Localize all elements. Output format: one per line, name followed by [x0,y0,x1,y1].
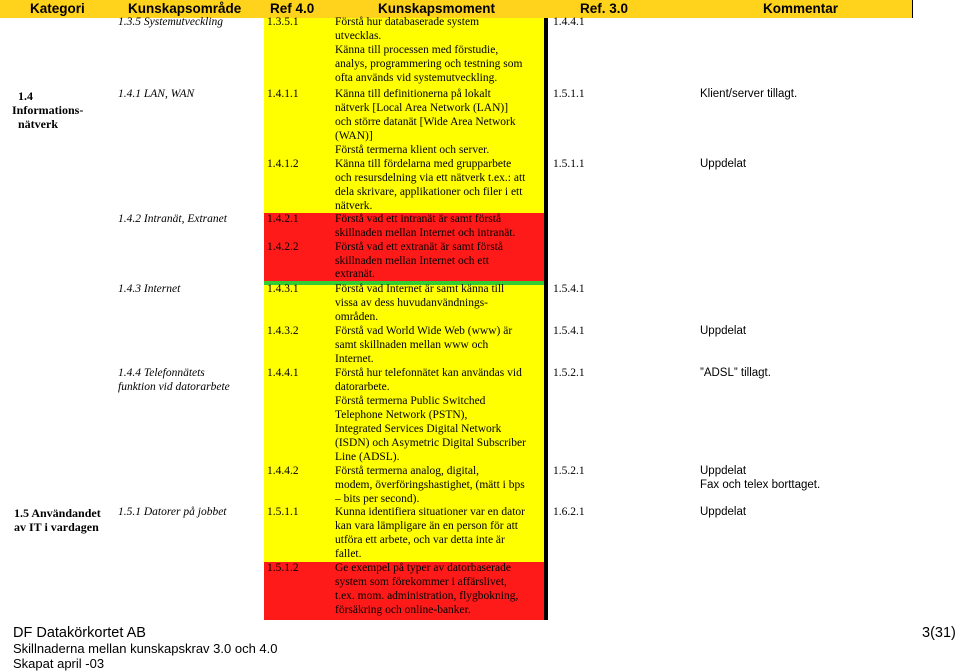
comment-1-4-4-2-line2: Fax och telex borttaget. [700,479,821,491]
moment-1-4-2-1-line1: Förstå vad ett intranät är samt förstå [335,213,502,225]
moment-1-3-5-1-line5: ofta används vid systemutveckling. [335,72,498,84]
moment-1-4-3-2-line1: Förstå vad World Wide Web (www) är [335,325,513,337]
ref40-1-4-4-1: 1.4.4.1 [267,367,299,379]
area-1-4-1: 1.4.1 LAN, WAN [118,88,195,100]
ref30-1-3-5-1: 1.4.4.1 [553,16,585,28]
moment-1-4-4-1-line1: Förstå hur telefonnätet kan användas vid [335,367,522,379]
moment-1-4-3-2-line3: Internet. [335,353,374,365]
moment-1-4-3-1-line1: Förstå vad Internet är samt känna till [335,283,505,295]
moment-1-4-1-2-line1: Känna till fördelarna med grupparbete [335,158,512,170]
category-1-5-label-2: av IT i vardagen [14,520,99,534]
moment-1-4-1-1-line1: Känna till definitionerna på lokalt [335,88,491,100]
footer-date: Skapat april -03 [13,656,105,671]
moment-1-4-4-1-line5: Integrated Services Digital Network [335,423,502,435]
moment-1-4-4-2-line1: Förstå termerna analog, digital, [335,465,480,477]
comment-1-5-1-1: Uppdelat [700,506,747,518]
moment-1-4-4-2-line2: modem, överföringshastighet, (mätt i bps [335,479,525,491]
moment-1-3-5-1-line4: analys, programmering och testning som [335,58,523,70]
category-1-4-label-1: Informations- [12,103,84,117]
moment-1-5-1-2-line1: Ge exempel på typer av datorbaserade [335,562,511,574]
header-ref40: Ref 4.0 [270,1,315,16]
footer-company: DF Datakörkortet AB [13,625,146,641]
header-ref30: Ref. 3.0 [580,1,629,16]
moment-1-4-4-1-line7: Line (ADSL). [335,451,400,463]
area-1-3-5: 1.3.5 Systemutveckling [118,16,224,28]
moment-1-4-4-1-line2: datorarbete. [335,381,390,393]
moment-1-5-1-2-line2: system som förekommer i affärslivet, [335,576,507,588]
category-1-4-number: 1.4 [18,89,33,103]
moment-1-4-1-1-line2: nätverk [Local Area Network (LAN)] [335,102,509,114]
header-kommentar: Kommentar [763,1,839,16]
page-number: 3(31) [922,625,956,641]
moment-1-3-5-1-line1: Förstå hur databaserade system [335,16,480,28]
ref40-1-5-1-2: 1.5.1.2 [267,562,299,574]
moment-1-4-4-1-line3: Förstå termerna Public Switched [335,395,486,407]
comment-1-4-4-1: ”ADSL” tillagt. [700,367,771,379]
ref40-1-4-2-1: 1.4.2.1 [267,213,299,225]
ref30-1-4-1-1: 1.5.1.1 [553,88,585,100]
moment-1-4-3-1-line3: områden. [335,311,379,323]
moment-1-4-4-2-line3: – bits per second). [335,493,420,505]
ref40-1-4-4-2: 1.4.4.2 [267,465,299,477]
ref30-1-4-4-2: 1.5.2.1 [553,465,585,477]
moment-1-4-4-1-line4: Telephone Network (PSTN), [335,409,468,421]
ref40-1-4-1-2: 1.4.1.2 [267,158,299,170]
moment-1-5-1-1-line3: utföra ett arbete, och var detta inte är [335,534,505,546]
ref30-1-4-3-1: 1.5.4.1 [553,283,585,295]
ref30-1-4-4-1: 1.5.2.1 [553,367,585,379]
column-divider-right [544,18,548,620]
category-1-5-label-1: 1.5 Användandet [14,506,101,520]
moment-1-4-4-1-line6: (ISDN) och Asymetric Digital Subscriber [335,437,526,449]
moment-1-4-2-2-line2: skillnaden mellan Internet och ett [335,255,489,267]
moment-1-4-2-2-line3: extranät. [335,268,375,280]
header-kategori: Kategori [30,1,85,16]
moment-1-4-1-1-line3: och större datanät [Wide Area Network [335,116,516,128]
ref30-1-4-1-2: 1.5.1.1 [553,158,585,170]
moment-1-4-1-2-line3: dela skrivare, applikationer och filer i ett [335,186,523,198]
moment-1-5-1-2-line3: t.ex. mom. administration, flygbokning, [335,590,519,602]
area-1-5-1: 1.5.1 Datorer på jobbet [118,506,227,518]
header-divider [912,0,913,18]
footer-title: Skillnaderna mellan kunskapskrav 3.0 och 4.0 [13,641,278,656]
comment-1-4-1-2: Uppdelat [700,158,747,170]
ref40-1-5-1-1: 1.5.1.1 [267,506,299,518]
ref30-1-4-3-2: 1.5.4.1 [553,325,585,337]
area-1-4-4-line1: 1.4.4 Telefonnätets [118,367,205,379]
moment-1-5-1-1-line2: kan vara lämpligare än en person för att [335,520,518,532]
comment-1-4-4-2: Uppdelat [700,465,747,477]
moment-1-5-1-1-line4: fallet. [335,548,362,560]
moment-1-3-5-1-line3: Känna till processen med förstudie, [335,44,499,56]
ref40-1-4-3-1: 1.4.3.1 [267,283,299,295]
moment-1-5-1-2-line4: försäkring och online-banker. [335,604,471,616]
area-1-4-4-line2: funktion vid datorarbete [118,381,230,393]
moment-1-3-5-1-line2: utvecklas. [335,30,382,42]
moment-1-4-2-1-line2: skillnaden mellan Internet och intranät. [335,227,516,239]
ref40-1-4-1-1: 1.4.1.1 [267,88,299,100]
header-kunskapsmoment: Kunskapsmoment [378,1,496,16]
moment-1-4-2-2-line1: Förstå vad ett extranät är samt förstå [335,241,503,253]
ref30-1-5-1-1: 1.6.2.1 [553,506,585,518]
area-1-4-2: 1.4.2 Intranät, Extranet [118,213,227,225]
ref40-1-4-2-2: 1.4.2.2 [267,241,299,253]
ref40-1-3-5-1: 1.3.5.1 [267,16,299,28]
moment-1-4-3-2-line2: samt skillnaden mellan www och [335,339,489,351]
moment-1-4-1-1-line4: (WAN)] [335,130,373,142]
moment-1-4-3-1-line2: vissa av dess huvudanvändnings- [335,297,488,309]
comment-1-4-3-2: Uppdelat [700,325,747,337]
area-1-4-3: 1.4.3 Internet [118,283,181,295]
moment-1-4-1-2-line2: och resursdelning via ett nätverk t.ex.: att [335,172,526,184]
moment-1-5-1-1-line1: Kunna identifiera situationer var en dator [335,506,525,518]
category-1-4-label-2: nätverk [18,117,58,131]
moment-1-4-1-2-line4: nätverk. [335,200,373,212]
ref40-1-4-3-2: 1.4.3.2 [267,325,299,337]
comment-1-4-1-1: Klient/server tillagt. [700,88,798,100]
moment-1-4-1-1-line5: Förstå termerna klient och server. [335,144,490,156]
header-kunskapsomrade: Kunskapsområde [128,1,242,16]
